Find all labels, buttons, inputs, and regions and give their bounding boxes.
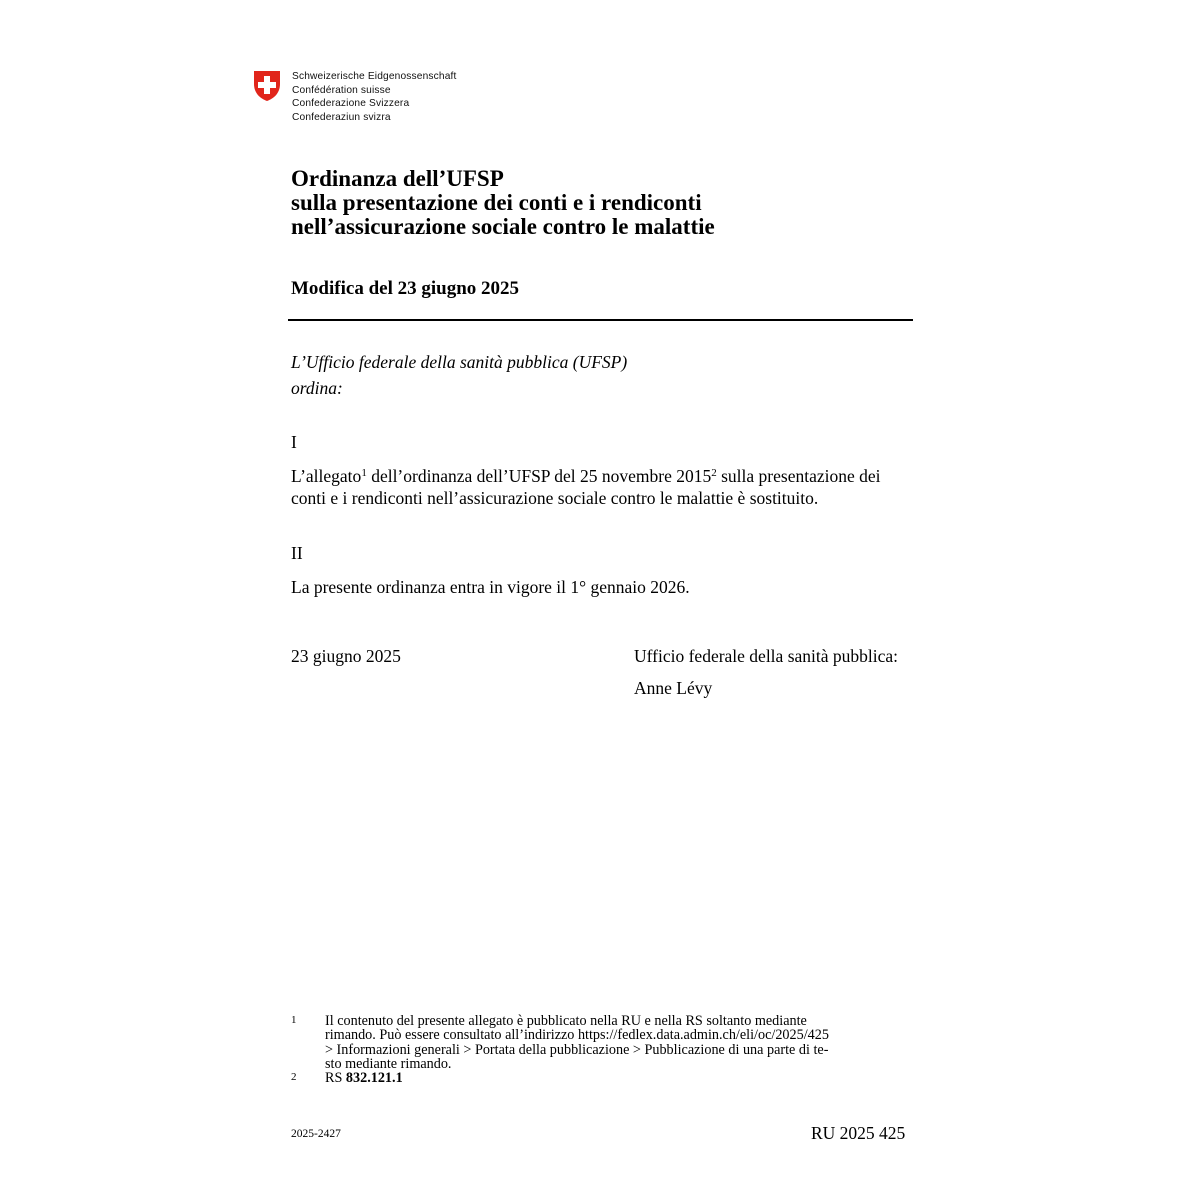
footnote-2-reference[interactable]: 832.121.1 xyxy=(345,1070,403,1087)
footnote-1-line-3: > Informazioni generali > Portata della pubblicazione > Pubblicazione di una parte di te- xyxy=(325,1041,829,1058)
footnote-2 xyxy=(291,1071,916,1085)
footnote-ref-2[interactable]: 2 xyxy=(711,467,717,479)
official-compilation-reference: RU 2025 425 xyxy=(811,1123,906,1143)
title-line-2: sulla presentazione dei conti e i rendiconti xyxy=(291,190,702,215)
footnote-1-line-2: rimando. Può essere consultato all’indirizzo https://fedlex.data.admin.ch/eli/oc/2025/425 xyxy=(325,1027,829,1044)
section-i-line-1 xyxy=(291,465,916,487)
footnote-1 xyxy=(291,1014,916,1071)
section-i-text xyxy=(291,465,916,509)
document-title xyxy=(291,167,715,239)
footnote-1-line-4: sto mediante rimando. xyxy=(325,1055,452,1072)
footnote-1-text xyxy=(325,1014,829,1071)
title-line-3: nell’assicurazione sociale contro le malattie xyxy=(291,214,715,239)
agency-name-block xyxy=(292,70,457,124)
preamble xyxy=(291,349,627,401)
section-ii-text: La presente ordinanza entra in vigore il 1° gennaio 2026. xyxy=(291,577,690,597)
agency-line-rm: Confederaziun svizra xyxy=(292,111,391,123)
footnote-2-text xyxy=(325,1071,403,1085)
signatory-name: Anne Lévy xyxy=(634,678,713,698)
swiss-cross-emblem xyxy=(253,70,281,102)
section-i-text-start: L’allegato xyxy=(291,466,362,486)
agency-line-de: Schweizerische Eidgenossenschaft xyxy=(292,71,457,82)
footnote-2-mark: 2 xyxy=(291,1071,297,1084)
title-line-1: Ordinanza dell’UFSP xyxy=(291,166,504,191)
footnote-1-line-1: Il contenuto del presente allegato è pubblicato nella RU e nella RS soltanto mediante xyxy=(325,1013,807,1029)
preamble-verb: ordina: xyxy=(291,378,343,398)
section-i-text-end: sulla presentazione dei xyxy=(716,466,881,486)
footnote-1-mark: 1 xyxy=(291,1014,297,1026)
section-number-ii: II xyxy=(291,543,303,563)
footnotes xyxy=(291,1014,916,1085)
signature-office: Ufficio federale della sanità pubblica: xyxy=(634,646,899,666)
preamble-issuer: L’Ufficio federale della sanità pubblica (UFSP) xyxy=(291,352,628,372)
title-divider xyxy=(288,319,913,321)
section-i-text-middle: dell’ordinanza dell’UFSP del 25 novembre 2015 xyxy=(366,466,712,486)
agency-line-it: Confederazione Svizzera xyxy=(292,98,410,110)
footnote-2-prefix: RS xyxy=(325,1070,346,1087)
signature-date: 23 giugno 2025 xyxy=(291,646,401,666)
agency-line-fr: Confédération suisse xyxy=(292,84,391,96)
footnote-ref-1[interactable]: 1 xyxy=(361,467,367,479)
section-i-line-2: conti e i rendiconti nell’assicurazione sociale contro le malattie è sostituito. xyxy=(291,488,819,508)
section-number-i: I xyxy=(291,432,297,452)
document-number: 2025-2427 xyxy=(291,1128,341,1140)
amendment-date-heading: Modifica del 23 giugno 2025 xyxy=(291,278,520,299)
